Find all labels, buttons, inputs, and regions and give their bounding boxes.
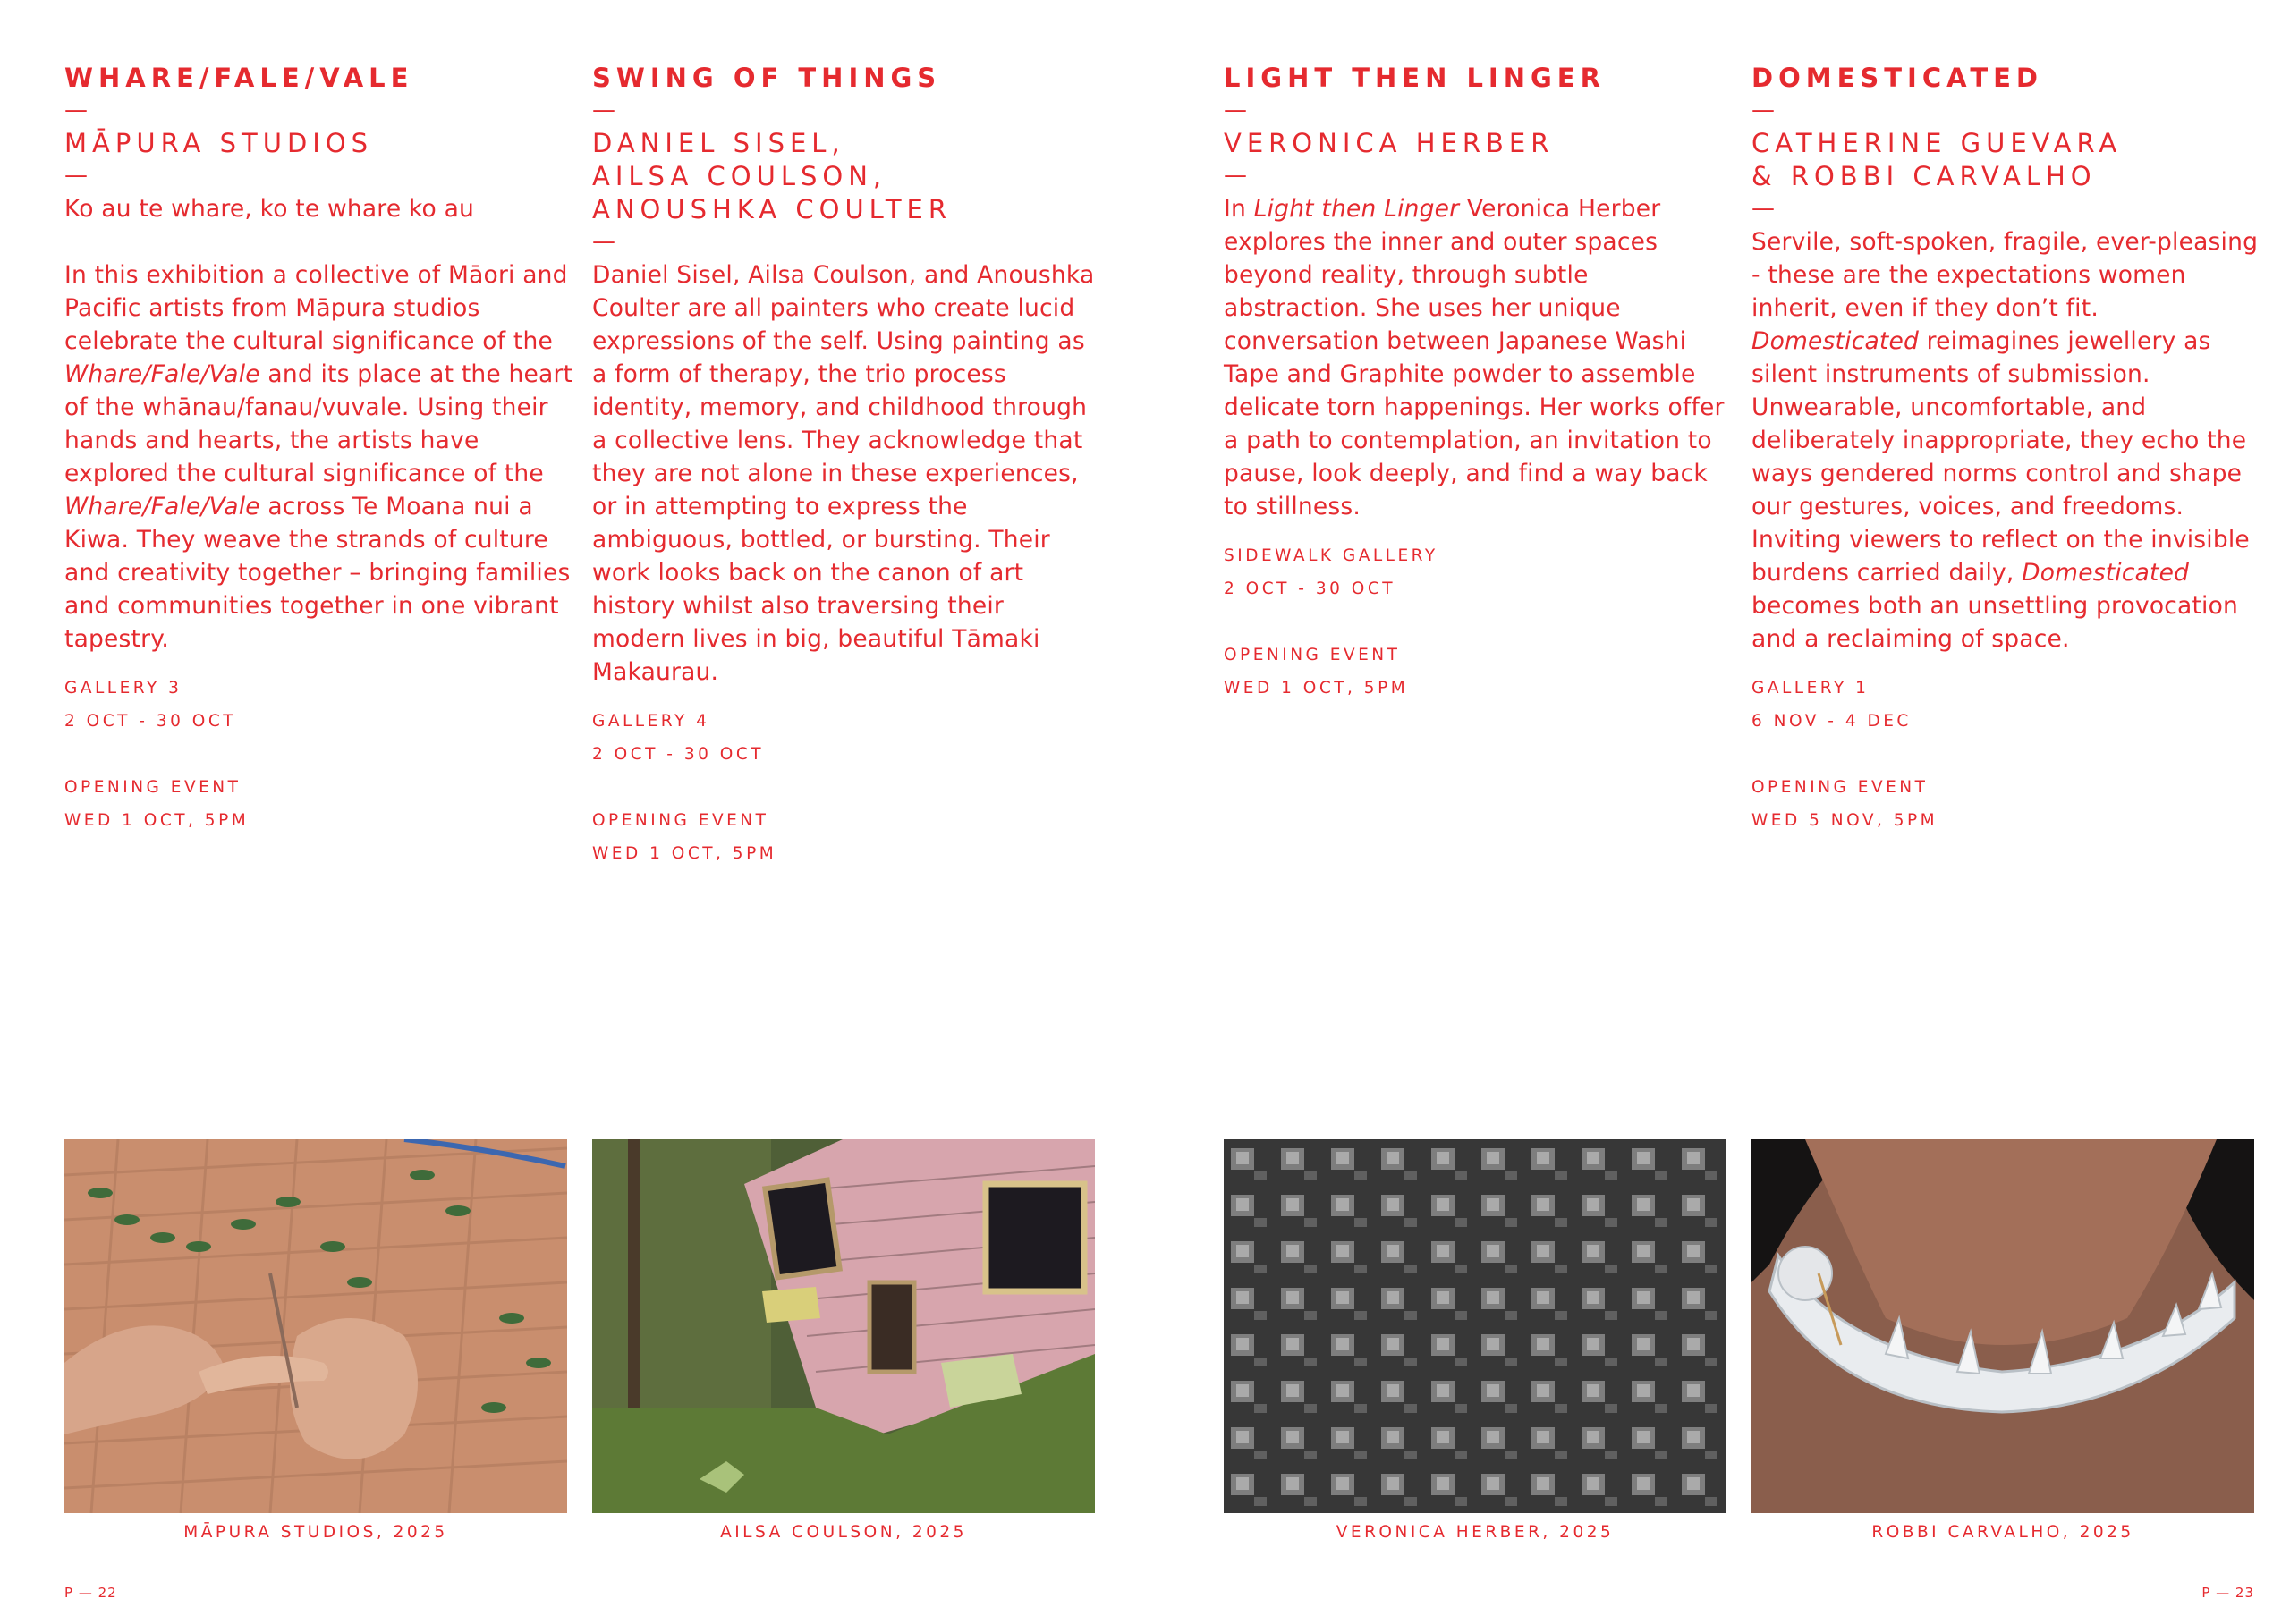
opening-event-date: WED 1 OCT, 5PM [592, 844, 777, 863]
description-text: becomes both an unsettling provocation and a reclaiming of space. [1751, 592, 2239, 653]
dash-divider: — [592, 228, 615, 255]
description-text: across Te Moana nui a Kiwa. They weave the strands of culture and creativity together – bringing families and communities together in one vibrant tapestry. [64, 493, 571, 653]
dash-divider: — [1751, 97, 1775, 123]
dash-divider: — [1224, 97, 1247, 123]
venue-block [592, 705, 1102, 771]
dash-divider: — [1224, 162, 1247, 189]
opening-event-block [64, 771, 574, 837]
description-text: Veronica Herber explores the inner and outer spaces beyond reality, through subtle abstraction. She uses her unique conversation between Japanese Washi Tape and Graphite powder to assemble delicate torn happenings. Her works offer a path to contemplation, an invitation to pause, look deeply, and find a way back to stillness. [1224, 195, 1725, 520]
exhibition-description: Daniel Sisel, Ailsa Coulson, and Anoushka Coulter are all painters who create lucid expressions of the self. Using painting as a form of therapy, the trio process identity, memory, and childhood through a collective lens. They acknowledge that they are not alone in these experiences, or in attempting to express the ambiguous, bottled, or bursting. Their work looks back on the canon of art history whilst also traversing their modern lives in big, beautiful Tāmaki Makaurau. [592, 261, 1095, 686]
description-text: and its place at the heart of the whānau/fanau/vuvale. Using their hands and hearts, the artists have explored the cultural significance of the [64, 360, 573, 487]
exhibition-swing-of-things [592, 61, 1102, 870]
venue-label: SIDEWALK GALLERY [1224, 546, 1438, 565]
page-number-left: P — 22 [64, 1585, 117, 1601]
description-text: In [1224, 195, 1254, 223]
date-range: 2 OCT - 30 OCT [1224, 579, 1396, 598]
opening-event-date: WED 1 OCT, 5PM [1224, 679, 1409, 698]
exhibition-artist: DANIEL SISEL, AILSA COULSON, ANOUSHKA COULTER [592, 128, 953, 224]
artwork-image-coulson [592, 1139, 1095, 1513]
description-italic: Light then Linger [1253, 195, 1460, 223]
dash-divider: — [1751, 195, 1775, 222]
exhibition-description [1224, 192, 1734, 523]
venue-label: GALLERY 1 [1751, 679, 1870, 698]
dash-divider: — [64, 162, 88, 189]
exhibition-light-then-linger [1224, 61, 1734, 705]
artwork-image-carvalho [1751, 1139, 2254, 1513]
opening-event-label: OPENING EVENT [1224, 646, 1401, 664]
exhibition-domesticated [1751, 61, 2261, 837]
opening-event-block [592, 804, 1102, 870]
dash-divider: — [592, 97, 615, 123]
venue-label: GALLERY 3 [64, 679, 182, 698]
opening-event-block [1751, 771, 2261, 837]
opening-event-label: OPENING EVENT [592, 811, 769, 830]
page-number-right: P — 23 [2201, 1585, 2254, 1601]
opening-event-label: OPENING EVENT [1751, 778, 1929, 797]
exhibition-title: WHARE/FALE/VALE [64, 63, 414, 93]
date-range: 6 NOV - 4 DEC [1751, 712, 1912, 731]
venue-label: GALLERY 4 [592, 712, 710, 731]
exhibition-lead-line: Ko au te whare, ko te whare ko au [64, 195, 475, 223]
venue-block [1751, 672, 2261, 738]
opening-event-date: WED 5 NOV, 5PM [1751, 811, 1938, 830]
image-caption: ROBBI CARVALHO, 2025 [1871, 1523, 2134, 1542]
description-text: Servile, soft-spoken, fragile, ever-pleasing - these are the expectations women inherit, even if they don’t fit. [1751, 228, 2259, 322]
description-italic: Whare/Fale/Vale [64, 360, 260, 388]
venue-block [1224, 539, 1734, 605]
image-caption: MĀPURA STUDIOS, 2025 [183, 1523, 448, 1542]
exhibition-title: DOMESTICATED [1751, 63, 2043, 93]
exhibition-artist: MĀPURA STUDIOS [64, 128, 374, 158]
image-caption: AILSA COULSON, 2025 [720, 1523, 967, 1542]
dash-divider: — [64, 97, 88, 123]
date-range: 2 OCT - 30 OCT [592, 745, 765, 764]
date-range: 2 OCT - 30 OCT [64, 712, 237, 731]
artwork-image-mapura [64, 1139, 567, 1513]
description-text: In this exhibition a collective of Māori and Pacific artists from Māpura studios celebrate the cultural significance of the [64, 261, 568, 355]
opening-event-date: WED 1 OCT, 5PM [64, 811, 250, 830]
exhibition-description [64, 258, 574, 656]
artwork-image-herber [1224, 1139, 1726, 1513]
venue-block [64, 672, 574, 738]
description-italic: Domesticated [1751, 327, 1920, 355]
exhibition-description [1751, 225, 2261, 656]
description-text: reimagines jewellery as silent instruments of submission. Unwearable, uncomfortable, and deliberately inappropriate, they echo the ways gendered norms control and shape our gestures, voices, and freedoms. Inviting viewers to reflect on the invisible burdens carried daily, [1751, 327, 2250, 587]
exhibition-title: LIGHT THEN LINGER [1224, 63, 1606, 93]
description-italic: Domesticated [2022, 559, 2190, 587]
exhibition-title: SWING OF THINGS [592, 63, 942, 93]
exhibition-artist: CATHERINE GUEVARA & ROBBI CARVALHO [1751, 128, 2123, 191]
opening-event-label: OPENING EVENT [64, 778, 242, 797]
description-italic: Whare/Fale/Vale [64, 493, 260, 520]
exhibition-whare-fale-vale [64, 61, 574, 837]
opening-event-block [1224, 639, 1734, 705]
exhibition-artist: VERONICA HERBER [1224, 128, 1555, 158]
image-caption: VERONICA HERBER, 2025 [1336, 1523, 1615, 1542]
